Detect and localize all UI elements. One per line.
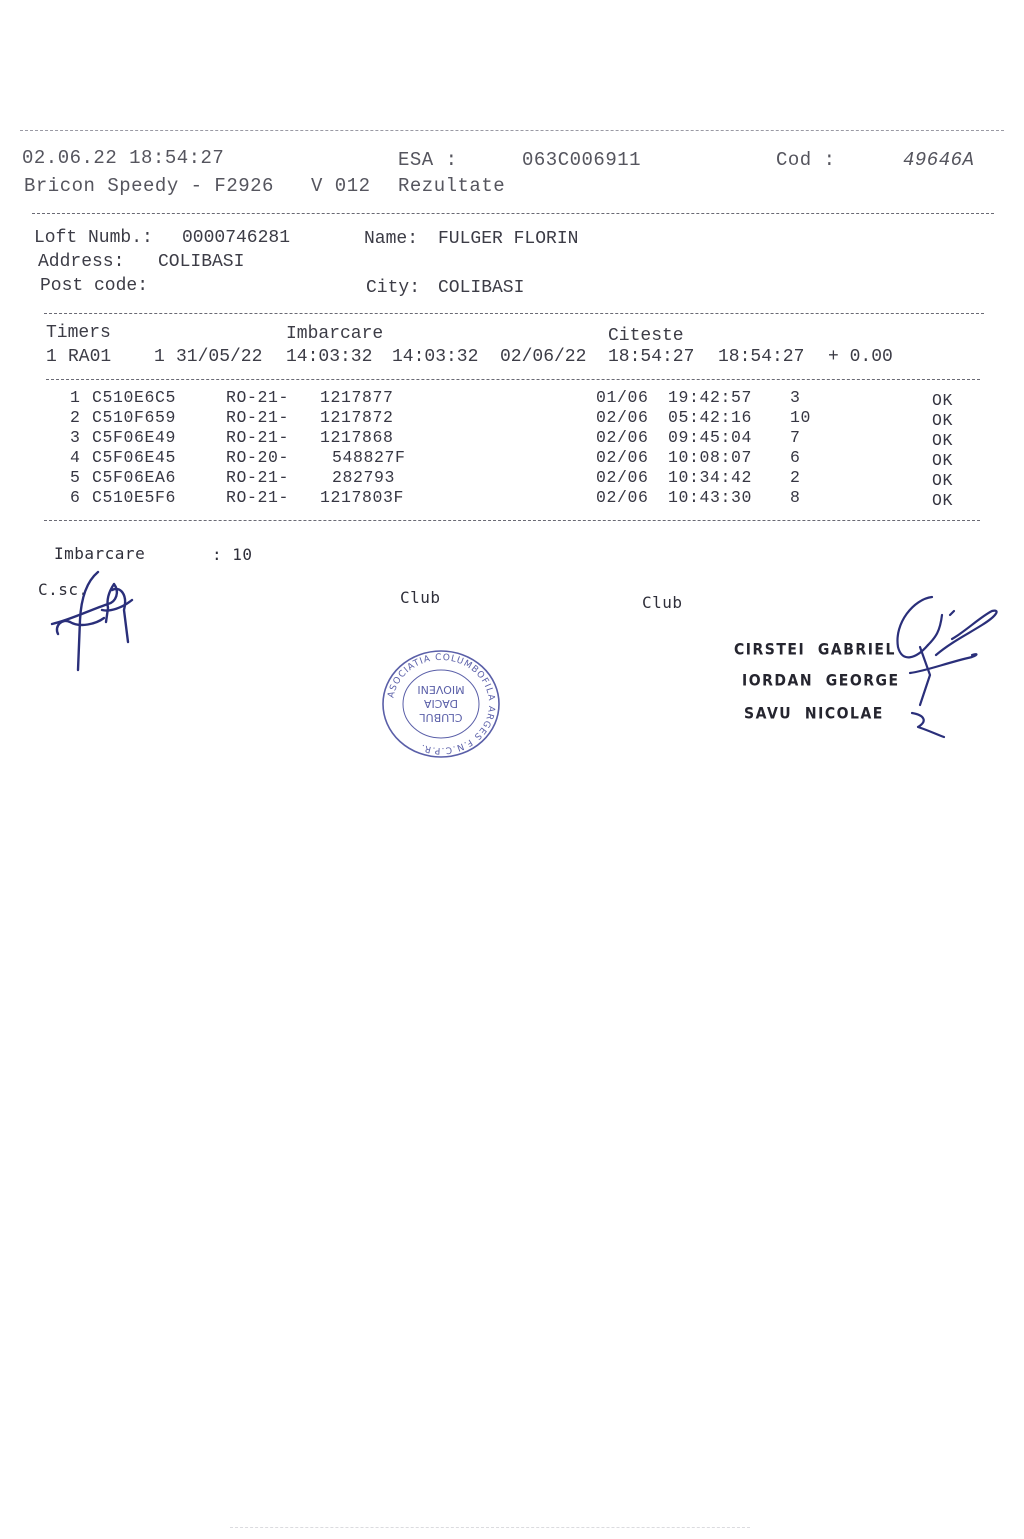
result-chip: C5F06E49 bbox=[92, 428, 177, 447]
result-time: 10:43:30 bbox=[668, 488, 753, 507]
timer-imb-time2: 14:03:32 bbox=[392, 347, 479, 367]
city-label: City: bbox=[366, 278, 421, 298]
esa-value: 063C006911 bbox=[522, 149, 642, 171]
result-status: OK bbox=[932, 491, 954, 510]
result-index: 3 bbox=[70, 428, 81, 447]
result-ring: 1217872 bbox=[320, 408, 394, 427]
name-value: FULGER FLORIN bbox=[438, 229, 579, 249]
top-rule bbox=[20, 130, 1004, 131]
cod-value: 49646A bbox=[903, 149, 975, 171]
result-time: 19:42:57 bbox=[668, 388, 753, 407]
result-ring: 1217803F bbox=[320, 488, 405, 507]
citeste-header: Citeste bbox=[608, 326, 684, 346]
result-time: 05:42:16 bbox=[668, 408, 753, 427]
name-label: Name: bbox=[364, 229, 419, 249]
timer-cit-date: 02/06/22 bbox=[500, 347, 587, 367]
imbarcare-header: Imbarcare bbox=[286, 324, 384, 344]
signatory-2: IORDAN GEORGE bbox=[742, 671, 900, 691]
device-name: Bricon Speedy - F2926 bbox=[24, 175, 274, 197]
result-time: 10:34:42 bbox=[668, 468, 753, 487]
result-position: 10 bbox=[790, 408, 812, 427]
result-ring-prefix: RO-21- bbox=[226, 428, 290, 447]
result-position: 6 bbox=[790, 448, 801, 467]
result-ring-prefix: RO-21- bbox=[226, 488, 290, 507]
result-chip: C510E5F6 bbox=[92, 488, 177, 507]
result-position: 2 bbox=[790, 468, 801, 487]
timers-header: Timers bbox=[46, 323, 111, 343]
timer-cit-time1: 18:54:27 bbox=[608, 347, 695, 367]
result-date: 02/06 bbox=[596, 448, 649, 467]
stamp-inner-line-2: DACIA bbox=[423, 697, 459, 710]
result-chip: C5F06E45 bbox=[92, 448, 177, 467]
report-datetime: 02.06.22 18:54:27 bbox=[22, 147, 225, 169]
club-label-2: Club bbox=[642, 593, 683, 612]
csc-label: C.sc. bbox=[38, 580, 89, 599]
stamp-inner-line-1: CLUBUL bbox=[419, 711, 463, 724]
result-status: OK bbox=[932, 471, 954, 490]
imbarcare-total-value: : 10 bbox=[212, 545, 253, 564]
loft-rule bbox=[44, 313, 984, 314]
result-time: 09:45:04 bbox=[668, 428, 753, 447]
timer-id: RA01 bbox=[68, 347, 112, 367]
signatory-3: SAVU NICOLAE bbox=[744, 704, 884, 724]
loft-number-label: Loft Numb.: bbox=[34, 228, 153, 248]
result-status: OK bbox=[932, 391, 954, 410]
loft-number-value: 0000746281 bbox=[182, 228, 291, 248]
result-date: 02/06 bbox=[596, 428, 649, 447]
result-time: 10:08:07 bbox=[668, 448, 753, 467]
stamp-inner-line-3: MIOVENI bbox=[417, 683, 465, 696]
result-position: 7 bbox=[790, 428, 801, 447]
signatory-1: CIRSTEI GABRIEL bbox=[734, 640, 896, 660]
address-value: COLIBASI bbox=[158, 252, 245, 272]
result-ring-prefix: RO-21- bbox=[226, 468, 290, 487]
postcode-label: Post code: bbox=[40, 276, 149, 296]
result-date: 01/06 bbox=[596, 388, 649, 407]
bottom-scan-artifact bbox=[230, 1527, 750, 1528]
stamp-outer-text: ASOCIATIA COLUMBOFILA ARGES F.N.C.P.R. bbox=[386, 652, 497, 756]
timer-num: 1 bbox=[154, 347, 165, 367]
address-label: Address: bbox=[38, 252, 125, 272]
result-index: 5 bbox=[70, 468, 81, 487]
result-position: 3 bbox=[790, 388, 801, 407]
results-rule bbox=[44, 520, 980, 521]
result-position: 8 bbox=[790, 488, 801, 507]
result-ring: 1217877 bbox=[320, 388, 394, 407]
device-version: V 012 bbox=[311, 175, 371, 197]
result-chip: C510E6C5 bbox=[92, 388, 177, 407]
esa-label: ESA : bbox=[398, 149, 458, 171]
timer-diff: + 0.00 bbox=[828, 347, 893, 367]
result-index: 4 bbox=[70, 448, 81, 467]
result-status: OK bbox=[932, 411, 954, 430]
report-type: Rezultate bbox=[398, 175, 506, 197]
club-label-1: Club bbox=[400, 588, 441, 607]
result-ring: 1217868 bbox=[320, 428, 394, 447]
timer-cit-time2: 18:54:27 bbox=[718, 347, 805, 367]
city-value: COLIBASI bbox=[438, 278, 525, 298]
result-date: 02/06 bbox=[596, 488, 649, 507]
timer-index: 1 bbox=[46, 347, 57, 367]
result-chip: C5F06EA6 bbox=[92, 468, 177, 487]
signature-left bbox=[40, 560, 150, 680]
timer-imb-date: 31/05/22 bbox=[176, 347, 263, 367]
result-ring-prefix: RO-21- bbox=[226, 388, 290, 407]
signature-right bbox=[880, 585, 1010, 755]
result-chip: C510F659 bbox=[92, 408, 177, 427]
result-date: 02/06 bbox=[596, 468, 649, 487]
result-status: OK bbox=[932, 451, 954, 470]
result-ring-prefix: RO-20- bbox=[226, 448, 290, 467]
result-ring: 282793 bbox=[332, 468, 396, 487]
cod-label: Cod : bbox=[776, 149, 836, 171]
header-rule bbox=[32, 213, 994, 214]
result-ring: 548827F bbox=[332, 448, 406, 467]
club-stamp bbox=[378, 648, 504, 760]
timers-rule bbox=[46, 379, 980, 380]
result-index: 2 bbox=[70, 408, 81, 427]
imbarcare-total-label: Imbarcare bbox=[54, 544, 146, 563]
result-index: 6 bbox=[70, 488, 81, 507]
result-date: 02/06 bbox=[596, 408, 649, 427]
result-index: 1 bbox=[70, 388, 81, 407]
timer-imb-time1: 14:03:32 bbox=[286, 347, 373, 367]
result-status: OK bbox=[932, 431, 954, 450]
result-ring-prefix: RO-21- bbox=[226, 408, 290, 427]
